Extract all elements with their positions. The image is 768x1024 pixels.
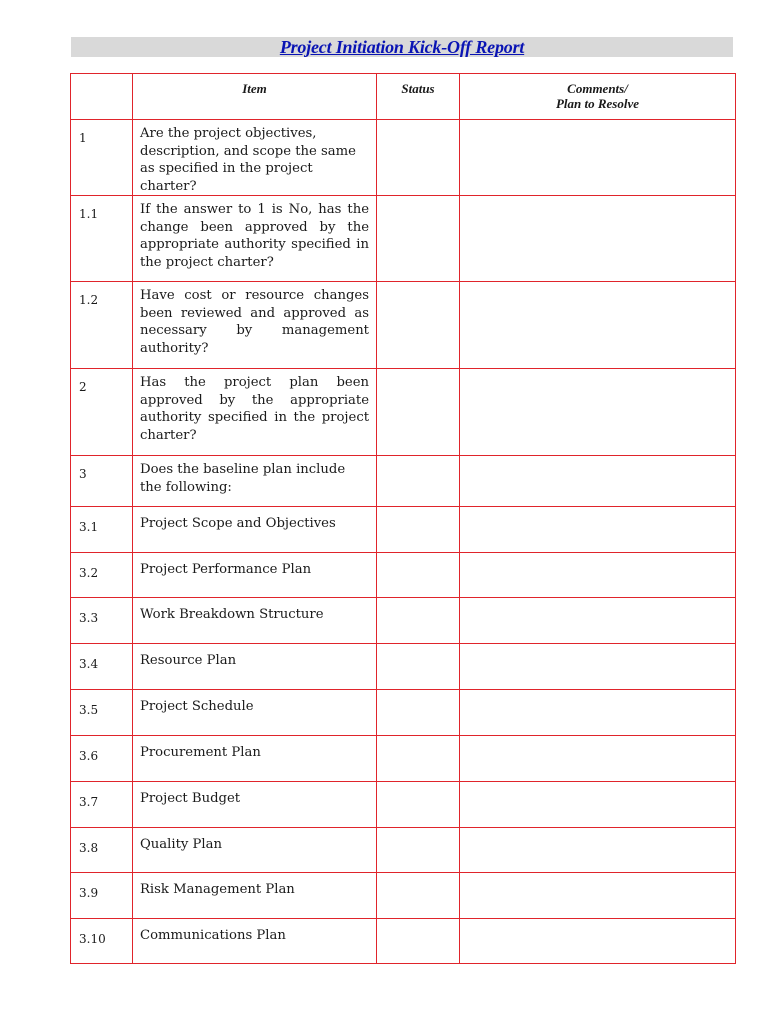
row-item: Work Breakdown Structure (133, 598, 377, 644)
table-row (71, 369, 736, 456)
table-row (71, 120, 736, 196)
row-item: Project Scope and Objectives (133, 507, 377, 553)
row-comments-cell[interactable] (460, 644, 736, 690)
row-comments-cell[interactable] (460, 196, 736, 282)
row-status-cell[interactable] (377, 369, 460, 456)
table-row (71, 873, 736, 919)
row-comments-cell[interactable] (460, 782, 736, 828)
row-item: Communications Plan (133, 919, 377, 964)
row-number: 3.3 (71, 598, 133, 644)
table-header-row (71, 74, 736, 120)
row-status-cell[interactable] (377, 456, 460, 507)
row-comments-cell[interactable] (460, 553, 736, 598)
row-item: Procurement Plan (133, 736, 377, 782)
row-status-cell[interactable] (377, 282, 460, 369)
row-comments-cell[interactable] (460, 456, 736, 507)
table-row (71, 282, 736, 369)
row-comments-cell[interactable] (460, 598, 736, 644)
row-item: Have cost or resource changes been reviewed and approved as necessary by management authority? (133, 282, 377, 369)
page-title: Project Initiation Kick-Off Report (279, 37, 525, 57)
row-comments-cell[interactable] (460, 690, 736, 736)
row-status-cell[interactable] (377, 644, 460, 690)
row-number: 3.4 (71, 644, 133, 690)
row-status-cell[interactable] (377, 196, 460, 282)
table-row (71, 507, 736, 553)
row-item: Are the project objectives, description, and scope the same as specified in the project charter? (133, 120, 377, 196)
row-item: If the answer to 1 is No, has the change been approved by the appropriate authority specified in the project charter? (133, 196, 377, 282)
row-item: Project Schedule (133, 690, 377, 736)
row-comments-cell[interactable] (460, 120, 736, 196)
table-row (71, 919, 736, 964)
row-status-cell[interactable] (377, 873, 460, 919)
row-number: 3.1 (71, 507, 133, 553)
status-column-header: Status (377, 74, 460, 120)
row-comments-cell[interactable] (460, 369, 736, 456)
table-row (71, 196, 736, 282)
row-item: Quality Plan (133, 828, 377, 873)
row-comments-cell[interactable] (460, 828, 736, 873)
row-comments-cell[interactable] (460, 873, 736, 919)
row-number: 1.2 (71, 282, 133, 369)
row-number: 3.9 (71, 873, 133, 919)
row-status-cell[interactable] (377, 828, 460, 873)
table-row (71, 690, 736, 736)
row-number: 3 (71, 456, 133, 507)
comments-header-line2: Plan to Resolve (555, 96, 640, 111)
row-comments-cell[interactable] (460, 282, 736, 369)
row-number: 2 (71, 369, 133, 456)
comments-column-header (460, 74, 736, 120)
row-item: Risk Management Plan (133, 873, 377, 919)
row-comments-cell[interactable] (460, 919, 736, 964)
row-number: 3.5 (71, 690, 133, 736)
row-status-cell[interactable] (377, 120, 460, 196)
row-number: 1.1 (71, 196, 133, 282)
comments-header-line1: Comments/ (567, 81, 628, 96)
row-number: 3.8 (71, 828, 133, 873)
table-row (71, 456, 736, 507)
row-status-cell[interactable] (377, 507, 460, 553)
row-status-cell[interactable] (377, 782, 460, 828)
table-row (71, 553, 736, 598)
row-status-cell[interactable] (377, 598, 460, 644)
row-status-cell[interactable] (377, 553, 460, 598)
row-item: Project Budget (133, 782, 377, 828)
row-item: Resource Plan (133, 644, 377, 690)
row-item: Does the baseline plan include the following: (133, 456, 377, 507)
row-comments-cell[interactable] (460, 736, 736, 782)
row-status-cell[interactable] (377, 736, 460, 782)
report-table (70, 73, 736, 964)
table-row (71, 736, 736, 782)
row-status-cell[interactable] (377, 690, 460, 736)
number-column-header (71, 74, 133, 120)
row-number: 3.7 (71, 782, 133, 828)
title-bar (71, 37, 733, 57)
row-item: Project Performance Plan (133, 553, 377, 598)
row-item: Has the project plan been approved by the appropriate authority specified in the project charter? (133, 369, 377, 456)
row-number: 3.10 (71, 919, 133, 964)
row-number: 1 (71, 120, 133, 196)
row-status-cell[interactable] (377, 919, 460, 964)
row-number: 3.2 (71, 553, 133, 598)
table-row (71, 598, 736, 644)
row-number: 3.6 (71, 736, 133, 782)
row-comments-cell[interactable] (460, 507, 736, 553)
table-row (71, 828, 736, 873)
table-row (71, 782, 736, 828)
table-row (71, 644, 736, 690)
item-column-header: Item (133, 74, 377, 120)
